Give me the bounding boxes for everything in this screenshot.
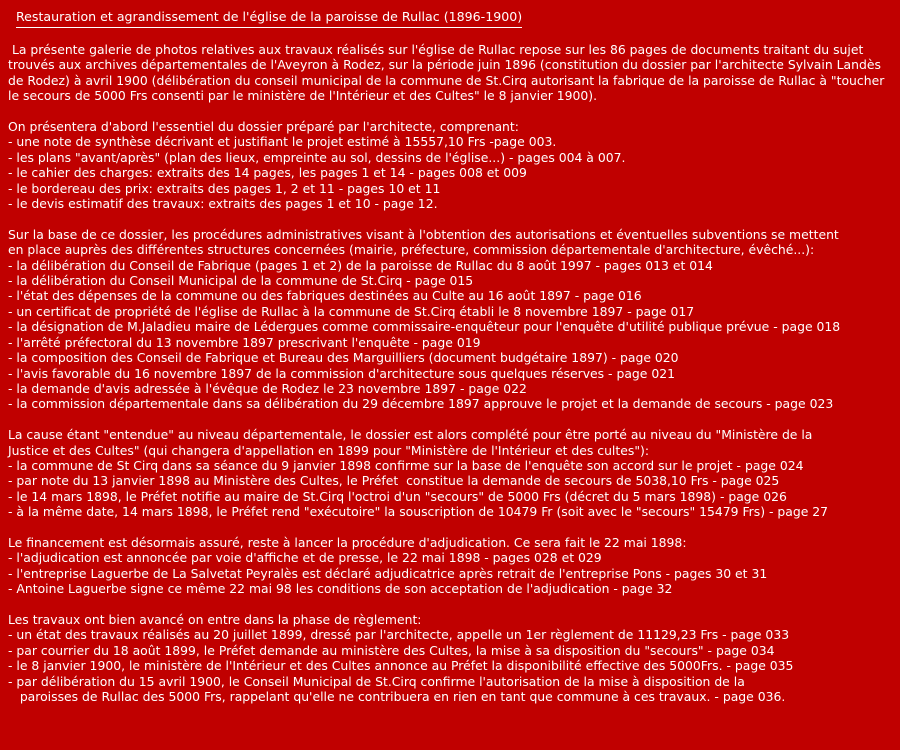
title-underline [16,9,522,28]
section-list-line: - la désignation de M.Jaladieu maire de Lédergues comme commissaire-enquêteur pour l'enquête d'utilité publique prévue - page 018 [8,319,841,335]
section-heading-line: La cause étant "entendue" au niveau départementale, le dossier est alors complété pour être porté au niveau du "Ministère de la [8,427,813,443]
sections-container [8,119,894,704]
section-5 [8,612,894,704]
section-list-line: - à la même date, 14 mars 1898, le Préfet rend "exécutoire" la souscription de 10479 Fr (soit avec le "secours" 15479 Frs) - page 27 [8,504,829,520]
section-list-line: - par courrier du 18 août 1899, le Préfet demande au ministère des Cultes, la mise à sa disposition du "secours" - page 034 [8,642,775,658]
section-list-line: - le 14 mars 1898, le Préfet notifie au maire de St.Cirq l'octroi d'un "secours" de 5000 Frs (décret du 5 mars 1898) - page 026 [8,488,787,504]
section-2 [8,227,894,412]
section-3 [8,427,894,519]
section-heading-line: Le financement est désormais assuré, reste à lancer la procédure d'adjudication. Ce sera fait le 22 mai 1898: [8,534,687,550]
section-list-line: - le bordereau des prix: extraits des pages 1, 2 et 11 - pages 10 et 11 [8,180,441,196]
section-list-line: - la délibération du Conseil de Fabrique (pages 1 et 2) de la paroisse de Rullac du 8 août 1997 - pages 013 et 014 [8,257,713,273]
section-list-line: paroisses de Rullac des 5000 Frs, rappelant qu'elle ne contribuera en rien en tant que commune à ces travaux. - page 036. [8,688,786,704]
document-page [8,9,894,720]
section-list-line: - la commission départementale dans sa délibération du 29 décembre 1897 approuve le projet et la demande de secours - page 023 [8,396,834,412]
section-list-line: - par délibération du 15 avril 1900, le Conseil Municipal de St.Cirq confirme l'autorisation de la mise à disposition de la [8,673,745,689]
section-heading-line: On présentera d'abord l'essentiel du dossier préparé par l'architecte, comprenant: [8,119,519,135]
section-list-line: Justice et des Cultes" (qui changera d'appellation en 1899 pour "Ministère de l'Intérieur et des cultes"): [8,442,650,458]
section-list-line: - une note de synthèse décrivant et justifiant le projet estimé à 15557,10 Frs -page 003. [8,134,557,150]
section-1 [8,119,894,211]
section-list-line: - les plans "avant/après" (plan des lieux, empreinte au sol, dessins de l'église...) - pages 004 à 007. [8,149,626,165]
section-list-line: - l'adjudication est annoncée par voie d'affiche et de presse, le 22 mai 1898 - pages 028 et 029 [8,550,602,566]
section-list-line: - Antoine Laguerbe signe ce même 22 mai 98 les conditions de son acceptation de l'adjudication - page 32 [8,581,673,597]
section-heading-line: Sur la base de ce dossier, les procédures administratives visant à l'obtention des autorisations et éventuelles subventions se mettent [8,226,839,242]
section-list-line: - l'entreprise Laguerbe de La Salvetat Peyralès est déclaré adjudicatrice après retrait de l'entreprise Pons - pages 30 et 31 [8,565,768,581]
section-4 [8,535,894,597]
section-list-line: - le cahier des charges: extraits des 14 pages, les pages 1 et 14 - pages 008 et 009 [8,165,527,181]
section-heading-line: Les travaux ont bien avancé on entre dans la phase de règlement: [8,611,422,627]
section-list-line: - l'état des dépenses de la commune ou des fabriques destinées au Culte au 16 août 1897 - page 016 [8,288,642,304]
section-list-line: - le devis estimatif des travaux: extraits des pages 1 et 10 - page 12. [8,196,438,212]
page-title: Restauration et agrandissement de l'église de la paroisse de Rullac (1896-1900) [16,9,523,24]
section-list-line: - la composition des Conseil de Fabrique et Bureau des Marguilliers (document budgétaire 1897) - page 020 [8,350,679,366]
section-list-line: - la commune de St Cirq dans sa séance du 9 janvier 1898 confirme sur la base de l'enquête son accord sur le projet - page 024 [8,457,804,473]
section-list-line: - l'avis favorable du 16 novembre 1897 de la commission d'architecture sous quelques réserves - page 021 [8,365,675,381]
section-list-line: - l'arrêté préfectoral du 13 novembre 1897 prescrivant l'enquête - page 019 [8,334,481,350]
intro-paragraph: La présente galerie de photos relatives aux travaux réalisés sur l'église de Rullac repose sur les 86 pages de documents traitant du sujet trouvés aux archives départementales de l'Aveyron à Rodez, sur la période juin 1896 (constitution du dossier par l'architecte Sylvain Landès de Rodez) à avril 1900 (délibération du conseil municipal de la commune de St.Cirq autorisant la fabrique de la paroisse de Rullac à "toucher le secours de 5000 Frs consenti par le ministère de l'Intérieur et des Cultes" le 8 janvier 1900). [8,42,889,104]
section-list-line: - le 8 janvier 1900, le ministère de l'Intérieur et des Cultes annonce au Préfet la disponibilité effective des 5000Frs. - page 035 [8,658,794,674]
section-list-line: en place auprès des différentes structures concernées (mairie, préfecture, commission départementale d'architecture, évêché...): [8,242,815,258]
section-list-line: - la délibération du Conseil Municipal de la commune de St.Cirq - page 015 [8,273,474,289]
section-list-line: - par note du 13 janvier 1898 au Ministère des Cultes, le Préfet constitue la demande de secours de 5038,10 Frs - page 025 [8,473,780,489]
section-list-line: - un certificat de propriété de l'église de Rullac à la commune de St.Cirq établi le 8 novembre 1897 - page 017 [8,303,695,319]
section-list-line: - la demande d'avis adressée à l'évêque de Rodez le 23 novembre 1897 - page 022 [8,380,527,396]
section-list-line: - un état des travaux réalisés au 20 juillet 1899, dressé par l'architecte, appelle un 1er règlement de 11129,23 Frs - page 033 [8,627,790,643]
